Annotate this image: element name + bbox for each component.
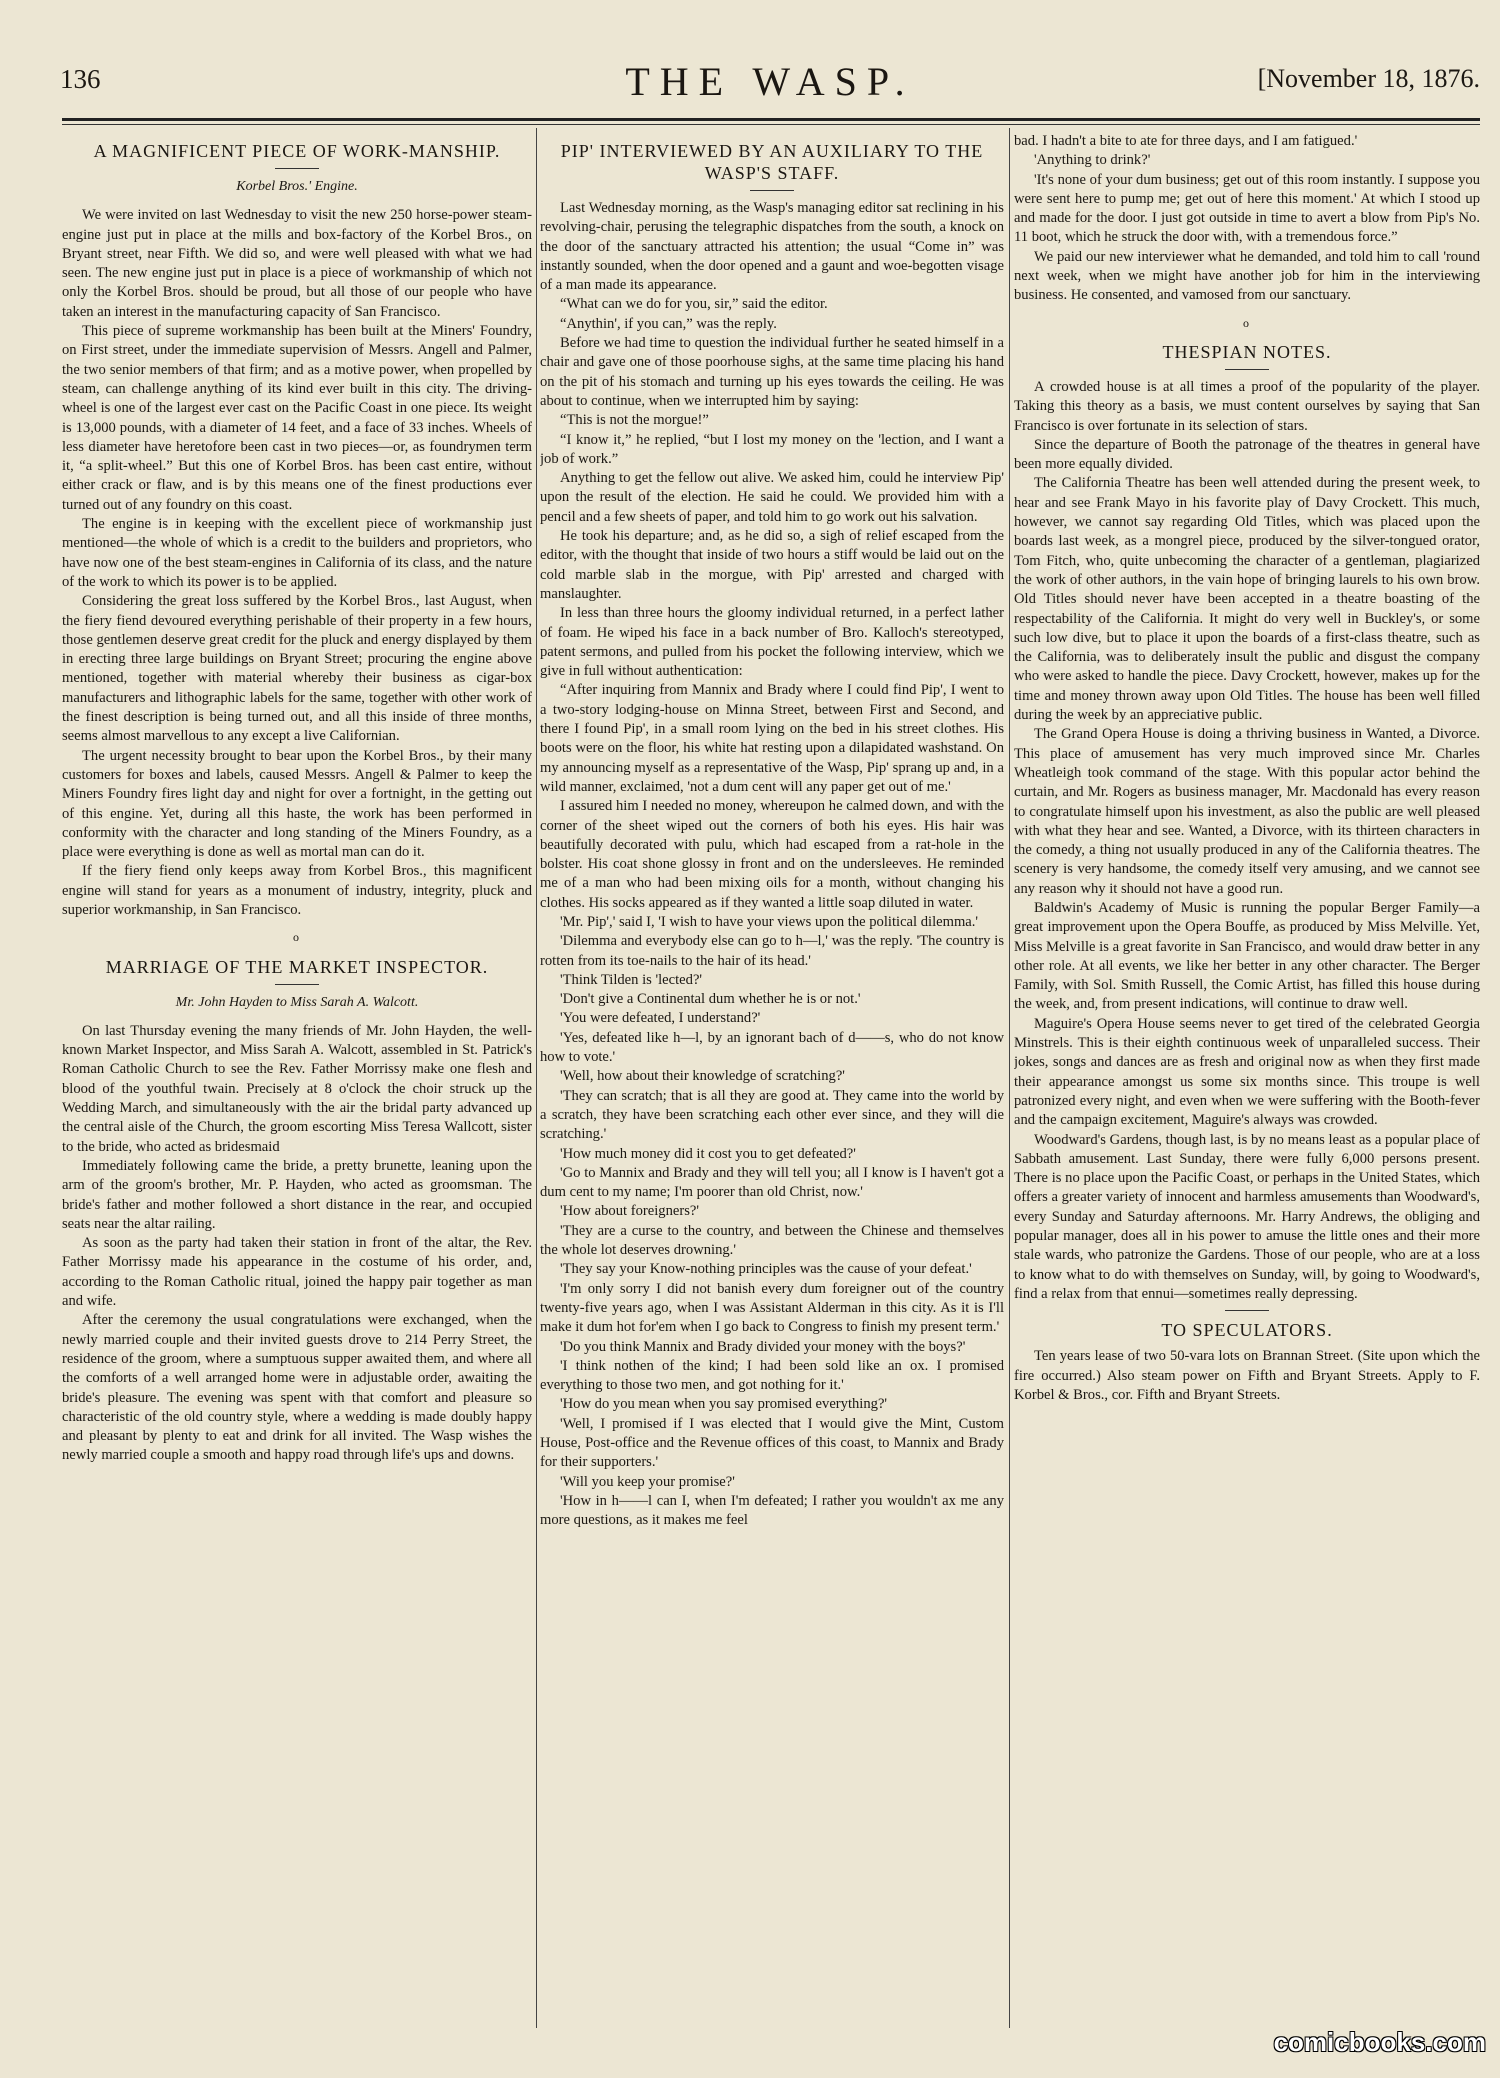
paragraph: We were invited on last Wednesday to visit the new 250 horse-power steam-engine just put in place at the mills and box-factory of the Korbel Bros., on Bryant street, near Fifth. We did so, and were well pleased with what we had seen. The new engine just put in place is a piece of workmanship of which not only the Korbel Bros. should be proud, but all those of our people who have taken an interest in the manufacturing capacity of San Francisco.: [62, 207, 532, 320]
section-separator: o: [1243, 315, 1251, 330]
paragraph: 'How in h——l can I, when I'm defeated; I rather you wouldn't ax me any more questions, as it makes me feel: [540, 1492, 1004, 1529]
page-number: 136: [60, 64, 101, 94]
column-divider: [1009, 128, 1010, 2028]
paragraph: 'Dilemma and everybody else can go to h—l,' was the reply. 'The country is rotten from its toe-nails to the hair of its head.': [540, 933, 1004, 969]
paragraph: Considering the great loss suffered by the Korbel Bros., last August, when the fiery fiend devoured everything perishable of their property in a few hours, those gentlemen deserve great credit for the pluck and energy displayed by them in erecting three large buildings on Bryant Street; procuring the engine above mentioned, together with material whereby their business as cigar-box manufacturers and lithographic labels for the same, together with other work of the finest description is being turned out, and all this inside of three months, seems almost marvellous to any except a live Californian.: [62, 593, 532, 745]
column-1: [62, 132, 532, 2027]
paragraph: Before we had time to question the individual further he seated himself in a chair and gave one of those poorhouse sighs, at the same time placing his hand on the pit of his stomach and turning up his eyes towards the ceiling. He was about to continue, when we interrupted him by saying:: [540, 335, 1004, 409]
paragraph: 'Go to Mannix and Brady and they will tell you; all I know is I haven't got a dum cent to my name; I'm poorer than old Christ, now.': [540, 1164, 1004, 1201]
paragraph: 'Well, I promised if I was elected that I would give the Mint, Custom House, Post-office and the Revenue offices of this coast, to Mannix and Brady for their supporters.': [540, 1415, 1004, 1471]
header-rule-thin: [62, 124, 1480, 125]
article-title: PIP' INTERVIEWED BY AN AUXILIARY TO THE WASP'S STAFF.: [560, 141, 984, 183]
paragraph: “I know it,” he replied, “but I lost my money on the 'lection, and I want a job of work.”: [540, 431, 1004, 467]
paragraph: I assured him I needed no money, whereupon he calmed down, and with the corner of the sheet wiped out the corners of both his eyes. His hair was beautifully decorated with pulu, which had escaped from a rat-hole in the bolster. His coat shone glossy in front and on the undersleeves. He reminded me of a man who had been mixing oils for a month, without changing his clothes. His socks appeared as if they wanted a little soap diluted in water.: [540, 798, 1004, 911]
paragraph: “After inquiring from Mannix and Brady where I could find Pip', I went to a two-story lodging-house on Minna Street, between First and Second, and there I found Pip', in a small room lying on the bed in his street clothes. His boots were on the floor, his white hat resting upon a dilapidated washstand. On my announcing myself as a representative of the Wasp, Pip' sprang up and, in a wild manner, exclaimed, 'not a dum cent will any paper get out of me.': [540, 682, 1004, 795]
paragraph: 'Do you think Mannix and Brady divided your money with the boys?': [560, 1338, 966, 1355]
article-title: MARRIAGE OF THE MARKET INSPECTOR.: [105, 956, 489, 977]
paragraph: A crowded house is at all times a proof of the popularity of the player. Taking this theory as a basis, we must content ourselves by saying that San Francisco is over fortunate in its selection of stars.: [1014, 378, 1480, 434]
paragraph: Since the departure of Booth the patronage of the theatres in general have been more equally divided.: [1014, 436, 1480, 473]
section-separator: o: [293, 930, 301, 945]
paragraph: “What can we do for you, sir,” said the editor.: [560, 296, 828, 313]
paragraph: If the fiery fiend only keeps away from Korbel Bros., this magnificent engine will stand for years as a monument of industry, integrity, pluck and superior workmanship, in San Francisco.: [62, 863, 532, 918]
article-title: TO SPECULATORS.: [1161, 1320, 1333, 1341]
paragraph: As soon as the party had taken their station in front of the altar, the Rev. Father Morrissy made his appearance in the costume of his order, and, according to the Roman Catholic ritual, joined the happy pair together as man and wife.: [62, 1235, 532, 1310]
paragraph: bad. I hadn't a bite to ate for three days, and I am fatigued.': [1014, 133, 1358, 149]
paragraph: Last Wednesday morning, as the Wasp's managing editor sat reclining in his revolving-chair, perusing the telegraphic dispatches from the south, a knock on the door of the sanctuary attracted his attention; the usual “Come in” was instantly sounded, when the door opened and a gaunt and woe-begotten visage of a man made its appearance.: [540, 200, 1004, 294]
title-rule: [1225, 369, 1269, 370]
article-title: THESPIAN NOTES.: [1162, 341, 1332, 362]
paragraph: 'Anything to drink?': [1034, 152, 1151, 169]
paragraph: 'Mr. Pip',' said I, 'I wish to have your views upon the political dilemma.': [560, 913, 979, 930]
section-rule: [1225, 1310, 1269, 1311]
paragraph: In less than three hours the gloomy individual returned, in a perfect lather of foam. He wiped his face in a back number of Bro. Kalloch's stereotyped, patent sermons, and pulled from his pocket the following interview, which we give in full without authentication:: [540, 605, 1004, 680]
paragraph: “This is not the morgue!”: [560, 412, 709, 429]
paragraph: 'Will you keep your promise?': [560, 1473, 735, 1490]
article-subtitle: Mr. John Hayden to Miss Sarah A. Walcott.: [175, 994, 419, 1010]
paragraph: Woodward's Gardens, though last, is by no means least as a popular place of Sabbath amusement. Last Sunday, there were fully 6,000 persons present. There is no place upon the Pacific Coast, or perhaps in the United States, which offers a greater variety of innocent and harmless amusements than Woodward's, every Sunday and Saturday afternoons. Mr. Harry Andrews, the obliging and popular manager, does all in his power to amuse the little ones and their more stale wards, who patronize the Gardens. Those of our people, who are at a loss to know what to do with themselves on Sunday, will, by going to Woodward's, find a relax from that ennui—sometimes really depressing.: [1014, 1131, 1480, 1302]
paragraph: 'I think nothen of the kind; I had been sold like an ox. I promised everything to those two men, and got nothing for it.': [540, 1357, 1004, 1394]
paragraph: Maguire's Opera House seems never to get tired of the celebrated Georgia Minstrels. This is their eighth continuous week of unparalleled success. Their jokes, songs and dances are as fresh and original now as when they first made their appearance amongst us some six months since. This troupe is well patronized every night, and even when we were suffering with the Booth-fever and the campaign excitement, Maguire's always was crowded.: [1014, 1015, 1480, 1129]
paragraph: Immediately following came the bride, a pretty brunette, leaning upon the arm of the groom's brother, Mr. P. Hayden, who acted as groomsman. The bride's father and mother followed a short distance in the rear, and occupied seats near the altar railing.: [62, 1157, 532, 1232]
paragraph: 'You were defeated, I understand?': [560, 1010, 761, 1027]
paragraph: The engine is in keeping with the excellent piece of workmanship just mentioned—the whole of which is a credit to the builders and proprietors, who have now one of the best steam-engines in California of its class, and the nature of the work to which its power is to be applied.: [62, 516, 532, 590]
title-rule: [275, 984, 319, 985]
paragraph: We paid our new interviewer what he demanded, and told him to call 'round next week, when we might have another job for him in the interviewing business. He consented, and vamosed from our sanctuary.: [1014, 248, 1480, 304]
paragraph: 'I'm only sorry I did not banish every dum foreigner out of the country twenty-five years ago, when I was Assistant Alderman in this city. As it is I'll make it dum hot for'em when I go back to Congress to finish my present term.': [540, 1280, 1004, 1336]
paragraph: The Grand Opera House is doing a thriving business in Wanted, a Divorce. This place of amusement has very much improved since Mr. Charles Wheatleigh took command of the stage. With this popular actor behind the curtain, and Mr. Rogers as business manager, Mr. Macdonald has every reason to congratulate himself upon his investment, as also the public are well pleased with what they hear and see. Wanted, a Divorce, with its thirteen characters in the comedy, a thing not usually produced in any of the California theatres. The scenery is very handsome, the comedy itself very amusing, and we cannot see any reason why it should not have a good run.: [1014, 726, 1480, 897]
article-title: A MAGNIFICENT PIECE OF WORK-MANSHIP.: [93, 141, 501, 161]
paragraph: 'Yes, defeated like h—l, by an ignorant bach of d——s, who do not know how to vote.': [540, 1029, 1004, 1066]
paragraph: He took his departure; and, as he did so, a sigh of relief escaped from the editor, with the thought that inside of two hours a stiff would be laid out on the cold marble slab in the morgue, with Pip' arrested and charged with manslaughter.: [540, 528, 1004, 602]
issue-date: [November 18, 1876.: [1257, 64, 1480, 93]
column-3: [1014, 132, 1480, 2027]
title-rule: [750, 190, 794, 191]
paragraph: On last Thursday evening the many friends of Mr. John Hayden, the well-known Market Inspector, and Miss Sarah A. Walcott, assembled in St. Patrick's Roman Catholic Church to see the Rev. Father Morrissy make one flesh and blood of the youthful twain. Precisely at 8 o'clock the choir struck up the Wedding March, and simultaneously with the air the bridal party advanced up the central aisle of the Church, the groom escorting Miss Teresa Wallcott, sister to the bride, who acted as bridesmaid: [62, 1022, 532, 1155]
watermark: comicbooks.com: [1273, 2027, 1486, 2057]
paragraph: 'How about foreigners?': [560, 1203, 699, 1220]
paragraph: The urgent necessity brought to bear upon the Korbel Bros., by their many customers for boxes and labels, caused Messrs. Angell & Palmer to keep the Miners Foundry fires light day and night for over a fortnight, in the getting out of this engine. Yet, during all this haste, the work has been performed in conformity with the character and long standing of the Miners Foundry, as a place were everything is done as well as mortal man can do it.: [62, 747, 532, 861]
newspaper-title: THE WASP.: [625, 59, 915, 104]
paragraph: Anything to get the fellow out alive. We asked him, could he interview Pip' upon the result of the election. He said he could. We provided him with a pencil and a few sheets of paper, and told him to go work out his salvation.: [540, 470, 1004, 525]
paragraph: 'Don't give a Continental dum whether he is or not.': [560, 991, 861, 1008]
paragraph: 'How do you mean when you say promised everything?': [560, 1396, 888, 1413]
paragraph: 'They are a curse to the country, and between the Chinese and themselves the whole lot deserves drowning.': [540, 1222, 1004, 1259]
paragraph: 'How much money did it cost you to get defeated?': [560, 1145, 856, 1162]
paragraph: Baldwin's Academy of Music is running the popular Berger Family—a great improvement upon the Opera Bouffe, as produced by Miss Melville. Yet, Miss Melville is a great favorite in San Francisco, and would draw better in any other role. At all events, we like her better in any other character. The Berger Family, with Sol. Smith Russell, the Comic Artist, has filled this house during the week, and, from present indications, will continue to draw well.: [1014, 899, 1480, 1013]
paragraph: Ten years lease of two 50-vara lots on Brannan Street. (Site upon which the fire occurred.) Also steam power on Fifth and Bryant Streets. Apply to F. Korbel & Bros., cor. Fifth and Bryant Streets.: [1014, 1348, 1480, 1403]
paragraph: “Anythin', if you can,” was the reply.: [560, 315, 777, 332]
column-divider: [536, 128, 537, 2028]
paragraph: 'It's none of your dum business; get out of this room instantly. I suppose you were sent here to pump me; get out of here this moment.' At which I stood up and made for the door. I just got outside in time to avert a blow from Pip's No. 11 boot, which he struck the door with, with a tremendous force.”: [1014, 171, 1480, 246]
column-2: [540, 132, 1004, 2027]
header-rule: [62, 118, 1480, 121]
paragraph: 'Think Tilden is 'lected?': [560, 971, 703, 988]
article-subtitle: Korbel Bros.' Engine.: [236, 179, 358, 194]
title-rule: [275, 168, 319, 169]
paragraph: 'Well, how about their knowledge of scratching?': [560, 1068, 845, 1085]
paragraph: This piece of supreme workmanship has been built at the Miners' Foundry, on First street, under the immediate supervision of Messrs. Angell and Palmer, the two senior members of that firm; and as a motive power, when propelled by steam, can challenge anything of its kind ever built in this city. The driving-wheel is one of the largest ever cast on the Pacific Coast in one piece. Its weight is 13,000 pounds, with a diameter of 14 feet, and a face of 33 inches. Wheels of less diameter have heretofore been cast in two pieces—or, as foundrymen term it, “a split-wheel.” But this one of Korbel Bros. has been cast entire, without either crack or flaw, and is by this means one of the finest productions ever turned out of any foundry on this coast.: [62, 323, 532, 513]
masthead: [60, 58, 1480, 108]
paragraph: After the ceremony the usual congratulations were exchanged, when the newly married couple and their invited guests drove to 214 Perry Street, the residence of the groom, where a sumptuous supper awaited them, and where all the comforts of a well arranged home were in adjustable order, awaiting the bride's pleasure. The evening was spent with that comfort and pleasure so characteristic of the old country style, where a wedding is made doubly happy and pleasant by plenty to eat and drink for all invited. The Wasp wishes the newly married couple a smooth and happy road through life's ups and downs.: [62, 1312, 532, 1464]
paragraph: 'They can scratch; that is all they are good at. They came into the world by a scratch, they have been scratching each other ever since, and they will die scratching.': [540, 1087, 1004, 1143]
paragraph: 'They say your Know-nothing principles was the cause of your defeat.': [560, 1261, 972, 1278]
paragraph: The California Theatre has been well attended during the present week, to hear and see Frank Mayo in his favorite play of Davy Crockett. This much, however, we cannot say regarding Old Titles, which was placed upon the boards last week, as a mongrel piece, produced by the silver-tongued orator, Tom Fitch, who, quite unbecoming the character of a gentleman, plagiarized the work of other authors, in the vain hope of bringing laurels to his own brow. Old Titles should never have been accepted in a theatre boasting of the respectability of the California. It might do very well in Buckley's, or some such low dive, but to place it upon the boards of a first-class theatre, such as the California, was to deliberately insult the public and disgust the company who were asked to handle the piece. Davy Crockett, however, makes up for the time and money thrown away upon Old Titles. The house has been well filled during the week by an appreciative public.: [1014, 475, 1480, 724]
